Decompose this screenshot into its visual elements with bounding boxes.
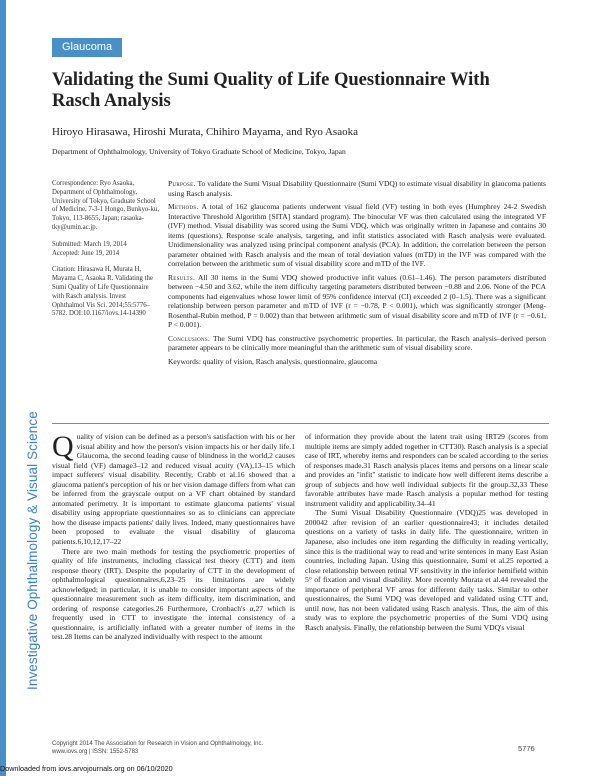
article-authors: Hiroyo Hirasawa, Hiroshi Murata, Chihiro Mayama, and Ryo Asaoka (52, 126, 358, 138)
section-divider (52, 423, 549, 424)
page-number: 5776 (518, 744, 535, 753)
results-heading: Results. (168, 272, 196, 282)
abstract-conclusions (168, 334, 546, 353)
abstract-results (168, 273, 546, 330)
section-tab: Glaucoma (52, 38, 122, 57)
article-info-column (52, 180, 160, 327)
purpose-heading: Purpose. (168, 179, 196, 188)
methods-heading: Methods. (168, 202, 199, 211)
submitted-date: Submitted: March 19, 2014 (52, 240, 127, 248)
article-title: Validating the Sumi Quality of Life Questionnaire With Rasch Analysis (52, 70, 490, 111)
conclusions-text: The Sumi VDQ has constructive psychometric properties. In particular, the Rasch analysis–derived person parameter appears to be clinically more meaningful than the arithmetic sum of visual disability score. (168, 333, 546, 352)
article-affiliation: Department of Ophthalmology, University of Tokyo Graduate School of Medicine, Tokyo, Japan (52, 147, 346, 156)
journal-url: www.iovs.org | ISSN: 1552-5783 (52, 749, 139, 755)
body-paragraph: of information they provide about the latent trait using IRT29 (scores from multiple items are simply added together in CTT30). Rasch analysis is a special case of IRT, whereby items and responders can be scaled according to the series of responses made.31 Rasch analysis places items and persons on a linear scale and provides an "infit" statistic to indicate how well different items describe a group of subjects and how well individual subjects fit the group.32,33 These favorable attributes have made Rasch analysis a popular method for testing instrument validity and applicability.34–41 (305, 432, 548, 508)
download-note: Downloaded from iovs.arvojournals.org on 06/10/2020 (0, 764, 173, 773)
body-paragraph: The Sumi Visual Disability Questionnaire (VDQ)25 was developed in 200042 after revision of an earlier questionnaire43; it includes detailed questions on a variety of tasks in daily life. The questionnaire, written in Japanese, also includes one item regarding the difficulty in reading vertically, since this is the traditional way to read and write sentences in many East Asian countries, including Japan. Using this questionnaire, Sumi et al.25 reported a close relationship between retinal VF sensitivity in the inferior hemifield within 5° of fixation and visual disability. More recently Murata et al.44 revealed the importance of peripheral VF areas for different daily tasks. Similar to other questionnaires, the Sumi VDQ was developed and validated using CTT and, until now, has not been validated using Rasch analysis. Thus, the aim of this study was to explore the psychometric properties of the Sumi VDQ using Rasch analysis. Finally, the relationship between the Sumi VDQ's visual (305, 508, 548, 632)
conclusions-heading: Conclusions. (168, 333, 211, 343)
keywords: Keywords: quality of vision, Rasch analysis, questionnaire, glaucoma (168, 356, 378, 366)
body-column-2 (305, 432, 548, 632)
drop-cap: Q (52, 430, 74, 463)
abstract (168, 179, 546, 370)
copyright-line: Copyright 2014 The Association for Research in Vision and Ophthalmology, Inc. (52, 741, 264, 747)
journal-title-vertical: Investigative Ophthalmology & Visual Science (25, 411, 40, 690)
body-paragraph (52, 432, 295, 547)
page-footer (52, 740, 263, 756)
correspondence: Correspondence: Ryo Asaoka, Department of Ophthalmology, University of Tokyo, Graduate School of Medicine, 7-3-1 Hongo, Bunkyo-ku, Tokyo, 113-8655, Japan; rasaoka-tky@umin.ac.jp. (52, 180, 160, 231)
body-paragraph-text: uality of vision can be defined as a person's satisfaction with his or her visual ability and how the person's vision impacts his or her daily life.1 Glaucoma, the second leading cause of blindness in the world,2 causes visual field (VF) damage3–12 and reduced visual acuity (VA),13–15 which impact sufferers' visual disability. Recently, Crabb et al.16 showed that a glaucoma patient's perception of his or her vision damage differs from what can be inferred from the grayscale output on a VF chart obtained by standard automated perimetry. It is important to estimate glaucoma patients' visual disability using appropriate questionnaires so as to clinicians can appreciate how the disease impacts patients' daily lives. Indeed, many questionnaires have been proposed to evaluate the visual disability of glaucoma patients.6,10,12,17–22 (52, 432, 295, 547)
methods-text: A total of 162 glaucoma patients underwent visual field (VF) testing in both eyes (Humphrey 24-2 Swedish Interactive Threshold Algorithm [SITA] standard program). The binocular VF was then calculated using the integrated VF (IVF) method. Visual disability was scored using the Sumi VDQ, which was originally written in Japanese and contains 30 items (questions). Response scale analysis, targeting, and infit statistics associated with Rasch analysis were evaluated. Unidimensionality was analyzed using principal component analysis (PCA). In addition, the correlation between the person parameter obtained with Rasch analysis and the mean of total deviation values (mTD) in the IVF was compared with the correlation between the arithmetic sum of visual disability score and mTD of the IVF. (168, 202, 546, 268)
sidebar-color-bar (0, 0, 6, 776)
abstract-methods (168, 202, 546, 269)
abstract-purpose (168, 179, 546, 198)
results-text: All 30 items in the Sumi VDQ showed productive infit values (0.61–1.46). The person parameters distributed between −4.50 and 3.62, while the item difficulty targeting parameters distributed between −0.88 and 2.06. None of the PCA components had eigenvalues whose lower limit of 95% confidence interval (CI) exceeded 2 (0–1.5). There was a significant relationship between person parameter and mTD of IVF (r = −0.78, P < 0.001), which was significantly stronger (Meng-Rosenthal-Rubin method, P = 0.002) than that between arithmetic sum of visual disability score and mTD of IVF (r = −0.61, P < 0.001). (168, 272, 546, 329)
citation: Citation: Hirasawa H, Murata H, Mayama C, Asaoka R. Validating the Sumi Quality of Life Questionnaire with Rasch analysis. Invest Ophthalmol Vis Sci. 2014;55:5776–5782. DOI:10.1167/iovs.14-14390 (52, 266, 153, 318)
accepted-date: Accepted: June 19, 2014 (52, 249, 120, 257)
submission-dates (52, 241, 160, 259)
body-paragraph: There are two main methods for testing the psychometric properties of quality of life instruments, including classical test theory (CTT) and item response theory (IRT). Despite the popularity of CTT in the development of ophthalmological questionnaires,6,23–25 its limitations are widely acknowledged; in particular, it is unable to consider important aspects of the questionnaire measurement such as item difficulty, item discrimination, and ordering of response categories.26 Furthermore, Cronbach's α,27 which is frequently used in CTT to investigate the internal consistency of a questionnaire, is artificially inflated with a greater number of items in the test.28 Items can be analyzed individually with respect to the amount (52, 546, 295, 642)
body-column-1 (52, 432, 295, 642)
purpose-text: To validate the Sumi Visual Disability Questionnaire (Sumi VDQ) to estimate visual disability in glaucoma patients using Rasch analysis. (168, 179, 546, 198)
journal-sidebar (0, 0, 46, 776)
